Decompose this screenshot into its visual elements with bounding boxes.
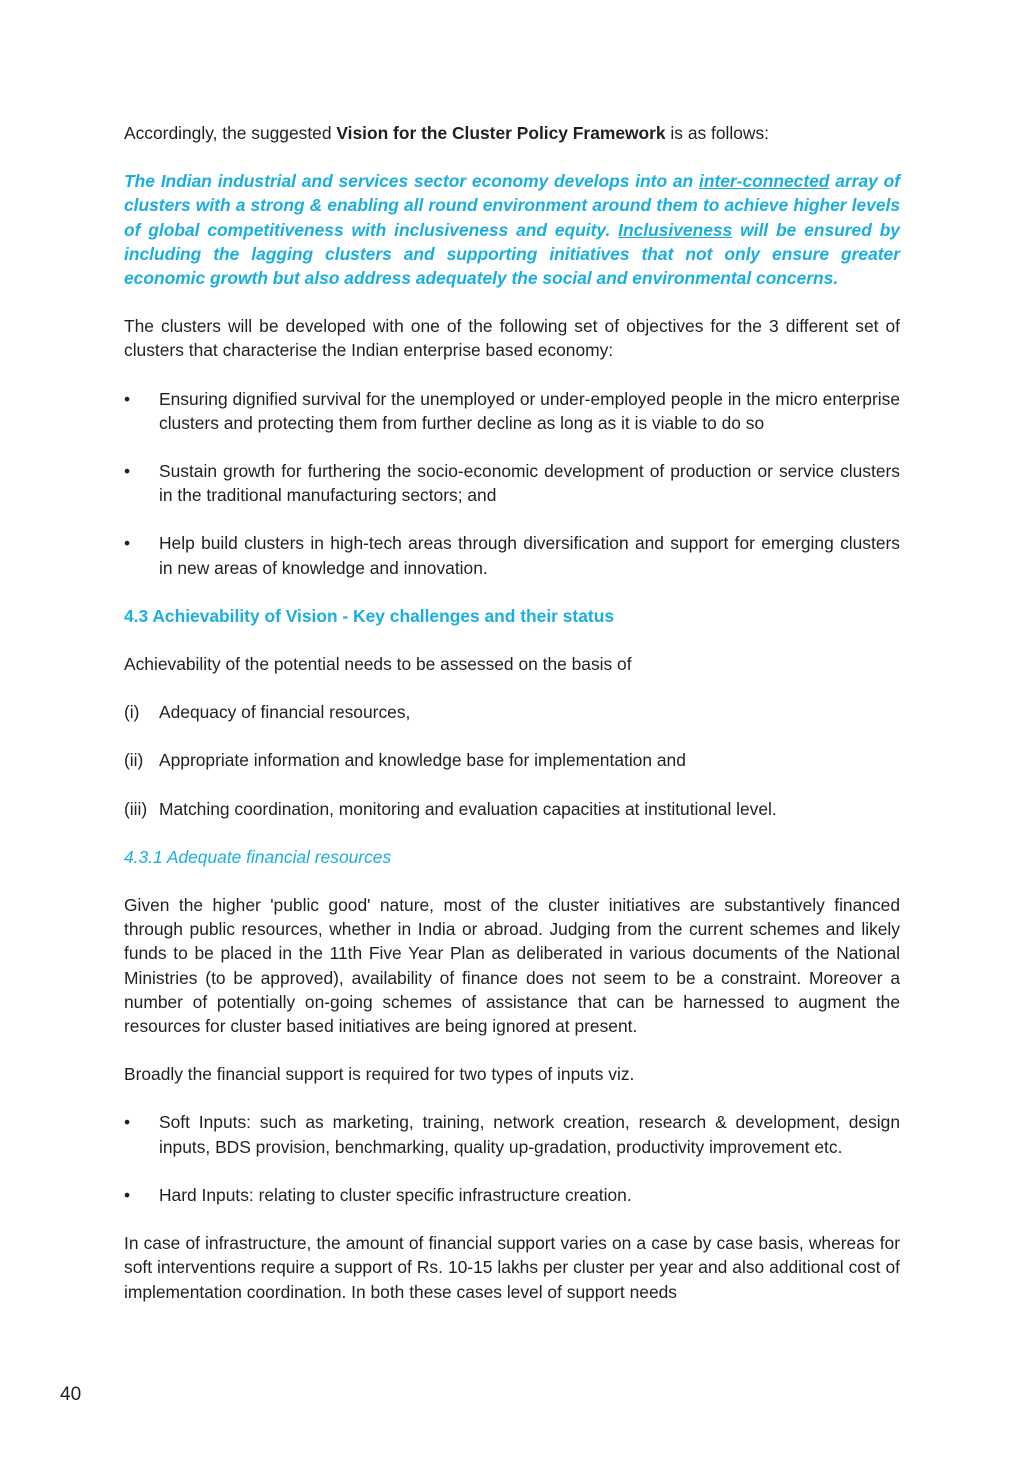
intro-text-end: is as follows: (665, 123, 770, 143)
objectives-intro: The clusters will be developed with one of the following set of objectives for the 3 different set of clusters that characterise the Indian enterprise based economy: (124, 316, 900, 361)
input-item (124, 1183, 900, 1207)
input-text: Soft Inputs: such as marketing, training, network creation, research & development, design inputs, BDS provision, benchmarking, quality up-gradation, productivity improvement etc. (159, 1112, 900, 1157)
input-item (124, 1110, 900, 1158)
bullet-icon: • (124, 533, 131, 554)
vision-text-1: The Indian industrial and services sector economy develops into an (124, 171, 699, 192)
objective-text: Sustain growth for furthering the socio-economic development of production or service clusters in the traditional manufacturing sectors; and (159, 461, 900, 506)
page-content (124, 121, 900, 1304)
criteria-item (124, 748, 900, 772)
inter-connected-term: inter-connected (698, 171, 830, 192)
bullet-icon: • (124, 1112, 131, 1133)
criteria-number: (i) (124, 702, 140, 723)
financial-paragraph: Given the higher 'public good' nature, most of the cluster initiatives are substantively financed through public resources, whether in India or abroad. Judging from the current schemes and likely funds to be placed in the 11th Five Year Plan as deliberated in various documents of the National Ministries (to be approved), availability of finance does not seem to be a constraint. Moreover a number of potentially on-going schemes of assistance that can be harnessed to augment the resources for cluster based initiatives are being ignored at present. (124, 895, 900, 1037)
criteria-text: Matching coordination, monitoring and evaluation capacities at institutional level. (159, 798, 777, 819)
vision-title: Vision for the Cluster Policy Framework (336, 123, 666, 143)
objective-item (124, 387, 900, 435)
bullet-icon: • (124, 461, 131, 482)
criteria-text: Appropriate information and knowledge base for implementation and (159, 750, 686, 771)
intro-paragraph (124, 121, 900, 145)
bullet-icon: • (124, 1184, 131, 1205)
criteria-number: (iii) (124, 798, 148, 819)
subsection-heading: 4.3.1 Adequate financial resources (124, 846, 392, 867)
vision-statement (124, 169, 900, 290)
inclusiveness-term: Inclusiveness (618, 219, 733, 240)
vision-text-3: will be ensured by including the lagging clusters and supporting initiatives that not only ensure greater economic growth but also address adequately the social and environmental concerns. (124, 219, 900, 289)
criteria-number: (ii) (124, 750, 144, 771)
bullet-icon: • (124, 388, 131, 409)
objective-item (124, 459, 900, 507)
objective-text: Ensuring dignified survival for the unemployed or under-employed people in the micro enterprise clusters and protecting them from further decline as long as it is viable to do so (159, 388, 900, 433)
objective-text: Help build clusters in high-tech areas through diversification and support for emerging clusters in new areas of knowledge and innovation. (159, 533, 900, 578)
closing-paragraph: In case of infrastructure, the amount of financial support varies on a case by case basis, whereas for soft interventions require a support of Rs. 10-15 lakhs per cluster per year and also additional cost of implementation coordination. In both these cases level of support needs (124, 1233, 900, 1302)
achievability-intro: Achievability of the potential needs to be assessed on the basis of (124, 654, 632, 675)
section-heading: 4.3 Achievability of Vision - Key challenges and their status (124, 605, 614, 626)
criteria-text: Adequacy of financial resources, (159, 702, 411, 723)
inputs-intro: Broadly the financial support is required for two types of inputs viz. (124, 1064, 635, 1085)
intro-text: Accordingly, the suggested (124, 123, 337, 143)
criteria-item (124, 797, 900, 821)
page-number: 40 (60, 1384, 82, 1405)
criteria-item (124, 700, 900, 724)
objective-item (124, 531, 900, 579)
input-text: Hard Inputs: relating to cluster specific infrastructure creation. (159, 1184, 632, 1205)
vision-text-2: array of clusters with a strong & enabling all round environment around them to achieve higher levels of global competitiveness with inclusiveness and equity. (124, 171, 900, 240)
